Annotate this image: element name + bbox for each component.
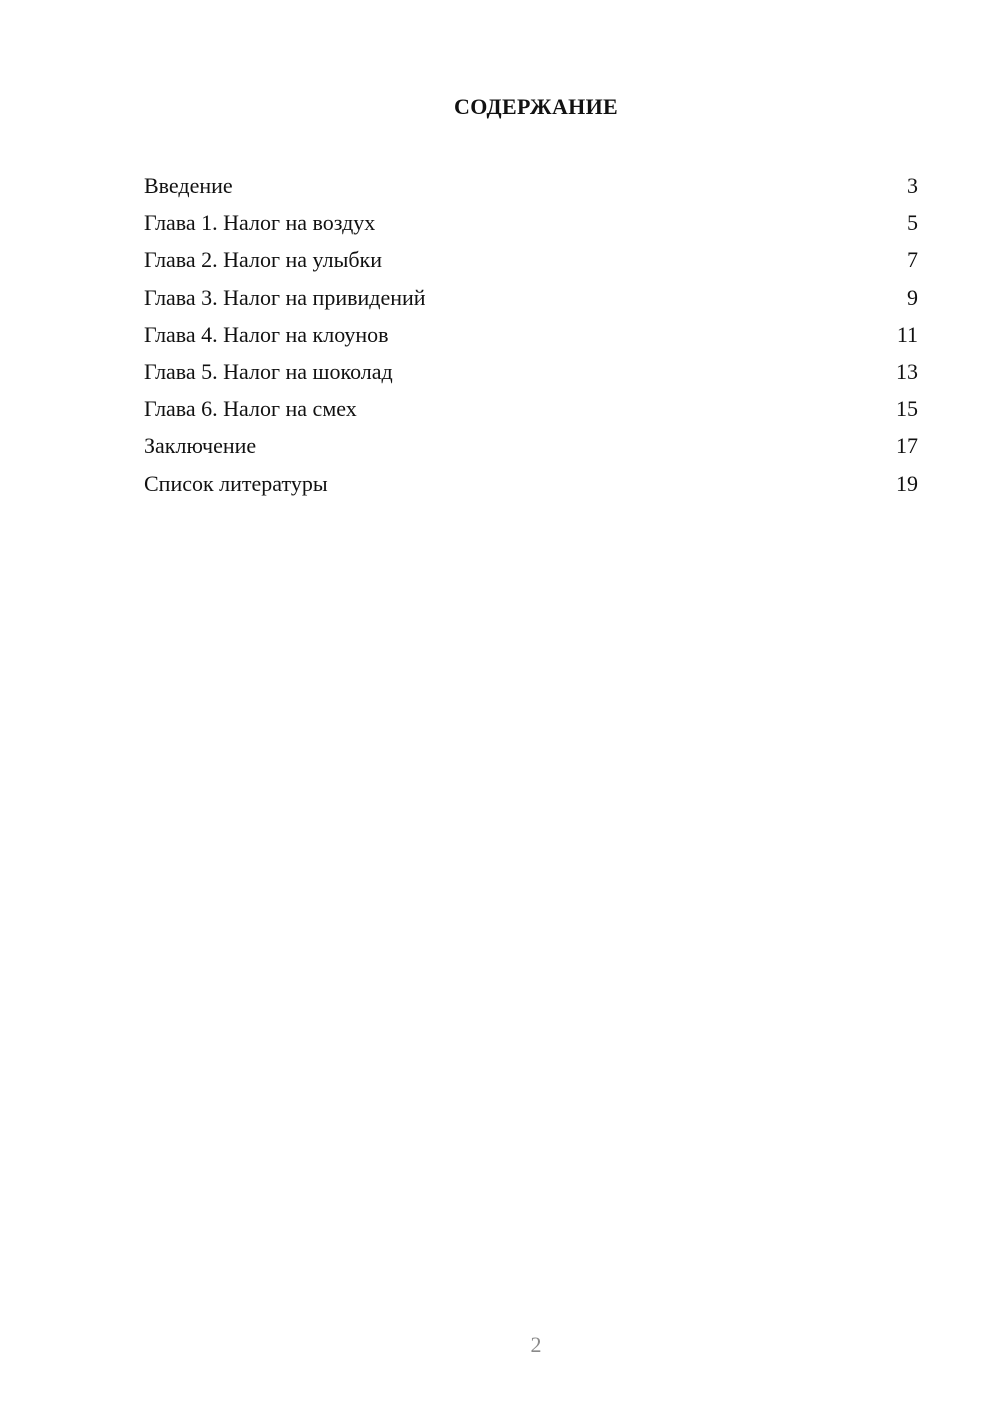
toc-entry-label: Глава 4. Налог на клоунов	[144, 321, 389, 347]
toc-entry-introduction	[144, 167, 918, 204]
toc-entry-chapter-1	[144, 204, 918, 241]
toc-entry-chapter-3	[144, 279, 918, 316]
toc-entry-page: 5	[907, 210, 918, 236]
toc-entry-page: 17	[896, 433, 918, 459]
toc-entry-page: 15	[896, 396, 918, 422]
toc-entry-label: Список литературы	[144, 470, 328, 496]
toc-entry-chapter-2	[144, 241, 918, 278]
toc-entry-page: 7	[907, 247, 918, 273]
toc-entry-label: Глава 3. Налог на привидений	[144, 284, 426, 310]
toc-entry-page: 19	[896, 470, 918, 496]
toc-entry-label: Глава 6. Налог на смех	[144, 396, 357, 422]
toc-entry-page: 3	[907, 173, 918, 198]
toc-entry-chapter-6	[144, 390, 918, 427]
toc-entry-label: Заключение	[144, 433, 257, 459]
toc-entry-conclusion	[144, 427, 918, 464]
toc-entry-chapter-4	[144, 316, 918, 353]
toc-entry-chapter-5	[144, 353, 918, 390]
toc-entry-label: Глава 1. Налог на воздух	[144, 210, 376, 236]
toc-entry-bibliography	[144, 465, 918, 502]
toc-entry-page: 9	[907, 284, 918, 310]
toc-list	[144, 167, 918, 502]
toc-entry-page: 11	[896, 321, 918, 347]
page-number: 2	[530, 1332, 542, 1357]
toc-entry-label: Глава 5. Налог на шоколад	[144, 358, 393, 384]
toc-entry-label: Глава 2. Налог на улыбки	[144, 247, 383, 273]
toc-entry-label: Введение	[144, 173, 233, 198]
toc-title: СОДЕРЖАНИЕ	[454, 94, 618, 119]
toc-entry-page: 13	[896, 358, 918, 384]
